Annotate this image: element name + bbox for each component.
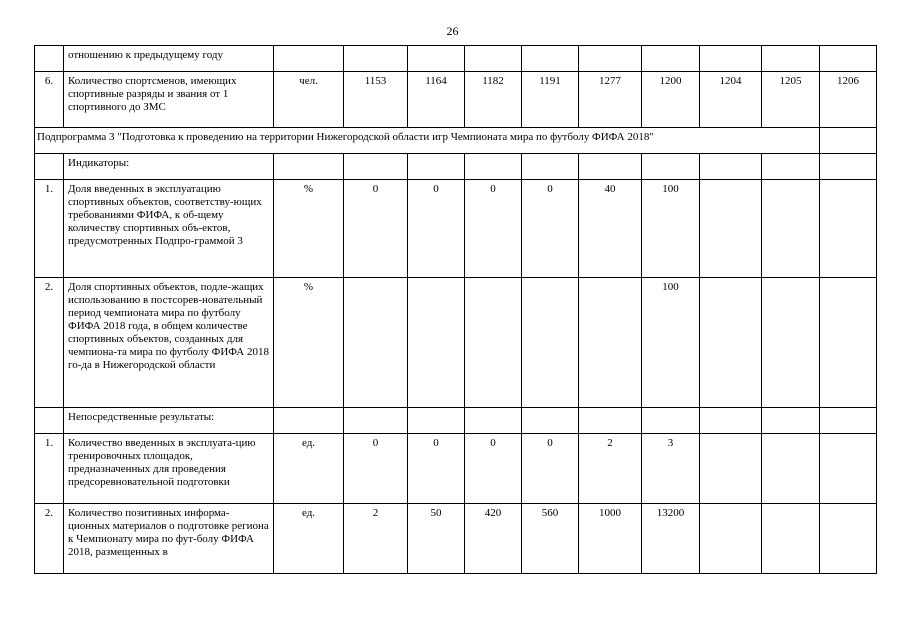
cell-value — [820, 434, 877, 504]
table-row — [35, 434, 877, 504]
table-row — [35, 128, 877, 154]
cell-value: 40 — [579, 180, 642, 278]
cell-value: 560 — [522, 504, 579, 574]
cell-value — [762, 278, 820, 408]
cell-value — [700, 180, 762, 278]
cell-value — [465, 278, 522, 408]
cell-value: 0 — [408, 180, 465, 278]
cell-value — [700, 434, 762, 504]
cell-value — [408, 278, 465, 408]
cell-value — [522, 278, 579, 408]
cell-num: 1. — [35, 180, 64, 278]
cell-value: 1200 — [642, 72, 700, 128]
cell-num: 2. — [35, 278, 64, 408]
indicators-table — [34, 45, 877, 574]
cell-value: 1204 — [700, 72, 762, 128]
table-row — [35, 504, 877, 574]
cell-value: 1153 — [344, 72, 408, 128]
cell-value — [762, 434, 820, 504]
cell-value — [700, 278, 762, 408]
cell-value — [820, 180, 877, 278]
cell-text: Количество позитивных информа-ционных материалов о подготовке региона к Чемпионату мира по фут-болу ФИФА 2018, размещенных в — [64, 504, 274, 574]
cell-value: 13200 — [642, 504, 700, 574]
cell-num: 6. — [35, 72, 64, 128]
cell-value — [700, 504, 762, 574]
cell-num: 2. — [35, 504, 64, 574]
cell-value: 0 — [344, 180, 408, 278]
section-label-results: Непосредственные результаты: — [64, 408, 274, 434]
cell-value: 420 — [465, 504, 522, 574]
cell-value: 100 — [642, 180, 700, 278]
cell-value: 2 — [344, 504, 408, 574]
cell-value: 0 — [465, 434, 522, 504]
table-row — [35, 46, 877, 72]
cell-num: 1. — [35, 434, 64, 504]
cell-value: 1191 — [522, 72, 579, 128]
cell-text: Доля спортивных объектов, подле-жащих использованию в постсорев-новательный период чемпионата мира по футболу ФИФА 2018 года, в общем количестве спортивных объектов, созданных для чемпиона-та мира по футболу ФИФА 2018 го-да в Нижегородской области — [64, 278, 274, 408]
table-row — [35, 154, 877, 180]
table-row — [35, 72, 877, 128]
cell-value: 2 — [579, 434, 642, 504]
cell-value: 0 — [522, 434, 579, 504]
cell-value: 0 — [465, 180, 522, 278]
cell-num — [35, 46, 64, 72]
cell-value — [820, 504, 877, 574]
table-row — [35, 408, 877, 434]
cell-value: 1277 — [579, 72, 642, 128]
cell-value: 1206 — [820, 72, 877, 128]
cell-value: 50 — [408, 504, 465, 574]
cell-text: Доля введенных в эксплуатацию спортивных объектов, соответству-ющих требованиями ФИФА, к об-щему количеству спортивных объ-ектов, предусмотренных Подпро-граммой 3 — [64, 180, 274, 278]
cell-unit: чел. — [274, 72, 344, 128]
cell-value: 1164 — [408, 72, 465, 128]
section-label-indicators: Индикаторы: — [64, 154, 274, 180]
cell-value: 1000 — [579, 504, 642, 574]
cell-value: 3 — [642, 434, 700, 504]
cell-unit: ед. — [274, 434, 344, 504]
cell-value: 1182 — [465, 72, 522, 128]
table-row — [35, 278, 877, 408]
cell-value: 0 — [344, 434, 408, 504]
page-number: 26 — [446, 24, 459, 38]
cell-unit: % — [274, 278, 344, 408]
cell-value: 100 — [642, 278, 700, 408]
cell-unit: ед. — [274, 504, 344, 574]
cell-value — [820, 278, 877, 408]
cell-text: отношению к предыдущему году — [64, 46, 274, 72]
cell-unit: % — [274, 180, 344, 278]
cell-text: Количество спортсменов, имеющих спортивные разряды и звания от 1 спортивного до ЗМС — [64, 72, 274, 128]
table-row — [35, 180, 877, 278]
cell-value — [762, 180, 820, 278]
cell-text: Количество введенных в эксплуата-цию тренировочных площадок, предназначенных для проведения предсоревновательной подготовки — [64, 434, 274, 504]
cell-value: 0 — [408, 434, 465, 504]
cell-value: 0 — [522, 180, 579, 278]
subprogram-title: Подпрограмма 3 "Подготовка к проведению на территории Нижегородской области игр Чемпионата мира по футболу ФИФА 2018" — [35, 128, 820, 154]
cell-value: 1205 — [762, 72, 820, 128]
cell-value — [579, 278, 642, 408]
cell-value — [344, 278, 408, 408]
cell-value — [762, 504, 820, 574]
